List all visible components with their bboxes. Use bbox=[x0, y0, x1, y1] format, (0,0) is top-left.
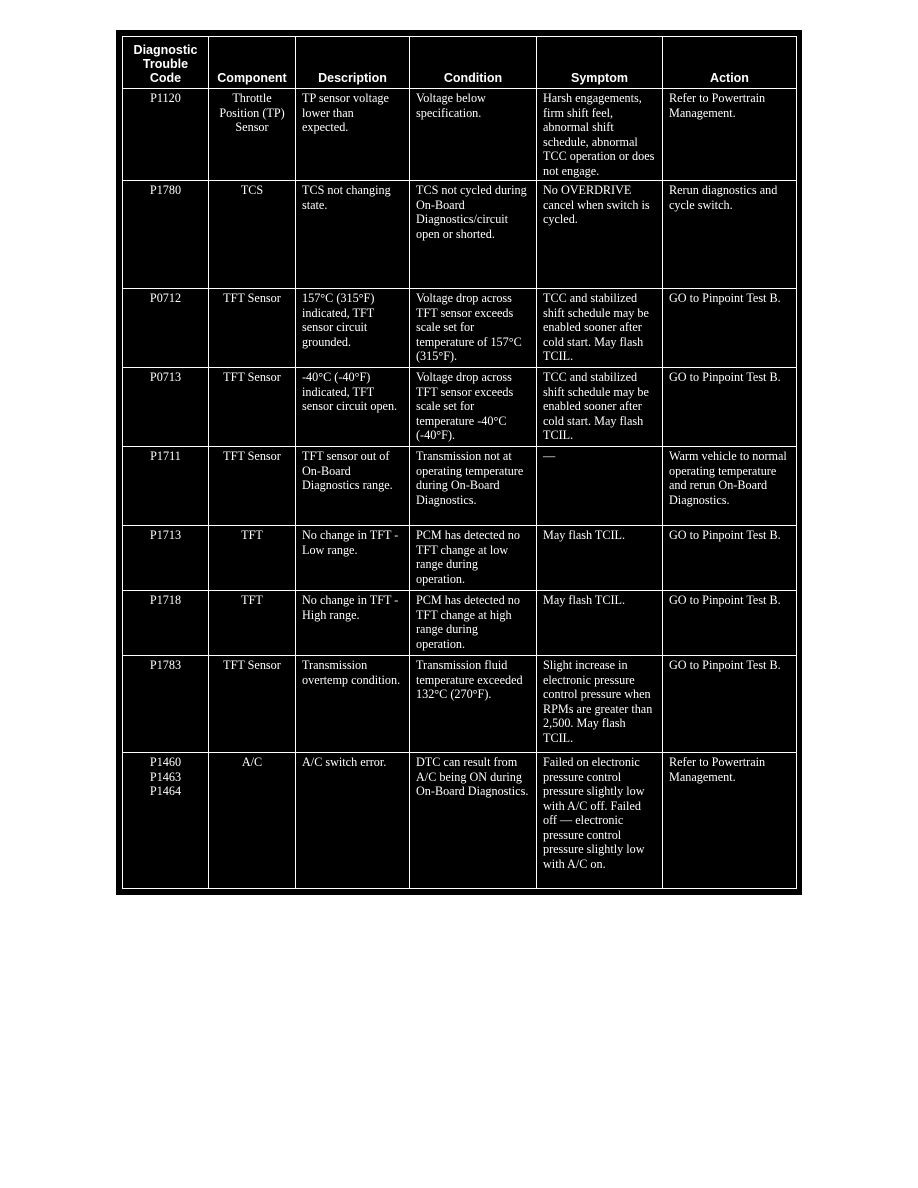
table-header-row bbox=[123, 37, 797, 89]
cell-component: TFT Sensor bbox=[209, 289, 296, 368]
table-row bbox=[123, 753, 797, 889]
cell-action: Refer to Powertrain Management. bbox=[663, 89, 797, 181]
table-row bbox=[123, 591, 797, 656]
dtc-code: P1780 bbox=[149, 183, 182, 197]
header-condition: Condition bbox=[410, 37, 537, 89]
cell-dtc-code bbox=[123, 656, 209, 753]
dtc-code: P1713 bbox=[149, 528, 182, 542]
cell-description: TFT sensor out of On-Board Diagnostics range. bbox=[296, 447, 410, 526]
cell-component: Throttle Position (TP) Sensor bbox=[209, 89, 296, 181]
cell-condition: Voltage drop across TFT sensor exceeds scale set for temperature -40°C (-40°F). bbox=[410, 368, 537, 447]
cell-dtc-code bbox=[123, 447, 209, 526]
cell-condition: Voltage below specification. bbox=[410, 89, 537, 181]
dtc-code: P1711 bbox=[150, 449, 181, 463]
cell-condition: Transmission fluid temperature exceeded 132°C (270°F). bbox=[410, 656, 537, 753]
table-row bbox=[123, 447, 797, 526]
cell-component: TFT Sensor bbox=[209, 656, 296, 753]
cell-symptom: Slight increase in electronic pressure control pressure when RPMs are greater than 2,500. May flash TCIL. bbox=[537, 656, 663, 753]
cell-component: A/C bbox=[209, 753, 296, 889]
dtc-code: P1783 bbox=[149, 658, 182, 672]
cell-symptom: May flash TCIL. bbox=[537, 591, 663, 656]
cell-component: TCS bbox=[209, 181, 296, 289]
dtc-code: P0712 bbox=[149, 291, 182, 305]
dtc-code: P1718 bbox=[149, 593, 182, 607]
cell-dtc-code bbox=[123, 289, 209, 368]
cell-action: Refer to Powertrain Management. bbox=[663, 753, 797, 889]
cell-action: GO to Pinpoint Test B. bbox=[663, 289, 797, 368]
table-row bbox=[123, 526, 797, 591]
dtc-code: P1463 bbox=[149, 769, 182, 784]
cell-condition: Transmission not at operating temperature during On-Board Diagnostics. bbox=[410, 447, 537, 526]
dtc-table-frame bbox=[116, 30, 802, 895]
cell-description: -40°C (-40°F) indicated, TFT sensor circuit open. bbox=[296, 368, 410, 447]
cell-dtc-code bbox=[123, 181, 209, 289]
header-dtc: Diagnostic Trouble Code bbox=[123, 37, 209, 89]
cell-condition: TCS not cycled during On-Board Diagnostics/circuit open or shorted. bbox=[410, 181, 537, 289]
cell-description: No change in TFT - Low range. bbox=[296, 526, 410, 591]
cell-dtc-code bbox=[123, 591, 209, 656]
dtc-code: P1120 bbox=[150, 91, 181, 105]
cell-symptom: May flash TCIL. bbox=[537, 526, 663, 591]
cell-action: Rerun diagnostics and cycle switch. bbox=[663, 181, 797, 289]
header-component: Component bbox=[209, 37, 296, 89]
cell-dtc-code bbox=[123, 526, 209, 591]
cell-condition: PCM has detected no TFT change at high range during operation. bbox=[410, 591, 537, 656]
dtc-code: P1460 bbox=[149, 755, 182, 769]
table-row bbox=[123, 656, 797, 753]
header-description: Description bbox=[296, 37, 410, 89]
table-row bbox=[123, 89, 797, 181]
cell-action: Warm vehicle to normal operating temperature and rerun On-Board Diagnostics. bbox=[663, 447, 797, 526]
header-action: Action bbox=[663, 37, 797, 89]
dtc-table bbox=[122, 36, 797, 889]
cell-condition: Voltage drop across TFT sensor exceeds scale set for temperature of 157°C (315°F). bbox=[410, 289, 537, 368]
table-row bbox=[123, 368, 797, 447]
cell-symptom: — bbox=[537, 447, 663, 526]
header-symptom: Symptom bbox=[537, 37, 663, 89]
cell-condition: PCM has detected no TFT change at low range during operation. bbox=[410, 526, 537, 591]
dtc-code: P0713 bbox=[149, 370, 182, 384]
cell-description: No change in TFT - High range. bbox=[296, 591, 410, 656]
cell-description: A/C switch error. bbox=[296, 753, 410, 889]
cell-action: GO to Pinpoint Test B. bbox=[663, 591, 797, 656]
cell-action: GO to Pinpoint Test B. bbox=[663, 656, 797, 753]
cell-component: TFT bbox=[209, 526, 296, 591]
cell-symptom: Harsh engagements, firm shift feel, abnormal shift schedule, abnormal TCC operation or does not engage. bbox=[537, 89, 663, 181]
cell-description: TCS not changing state. bbox=[296, 181, 410, 289]
cell-description: Transmission overtemp condition. bbox=[296, 656, 410, 753]
cell-action: GO to Pinpoint Test B. bbox=[663, 526, 797, 591]
cell-component: TFT bbox=[209, 591, 296, 656]
cell-description: 157°C (315°F) indicated, TFT sensor circuit grounded. bbox=[296, 289, 410, 368]
table-row bbox=[123, 181, 797, 289]
cell-action: GO to Pinpoint Test B. bbox=[663, 368, 797, 447]
table-row bbox=[123, 289, 797, 368]
cell-symptom: No OVERDRIVE cancel when switch is cycled. bbox=[537, 181, 663, 289]
table-body bbox=[123, 89, 797, 889]
cell-component: TFT Sensor bbox=[209, 447, 296, 526]
cell-dtc-code bbox=[123, 89, 209, 181]
cell-description: TP sensor voltage lower than expected. bbox=[296, 89, 410, 181]
cell-symptom: TCC and stabilized shift schedule may be enabled sooner after cold start. May flash TCIL. bbox=[537, 368, 663, 447]
cell-component: TFT Sensor bbox=[209, 368, 296, 447]
cell-symptom: TCC and stabilized shift schedule may be enabled sooner after cold start. May flash TCIL. bbox=[537, 289, 663, 368]
cell-dtc-code bbox=[123, 368, 209, 447]
cell-condition: DTC can result from A/C being ON during On-Board Diagnostics. bbox=[410, 753, 537, 889]
cell-symptom: Failed on electronic pressure control pressure slightly low with A/C off. Failed off — electronic pressure control pressure slightly low with A/C on. bbox=[537, 753, 663, 889]
dtc-code: P1464 bbox=[149, 784, 182, 798]
cell-dtc-code bbox=[123, 753, 209, 889]
